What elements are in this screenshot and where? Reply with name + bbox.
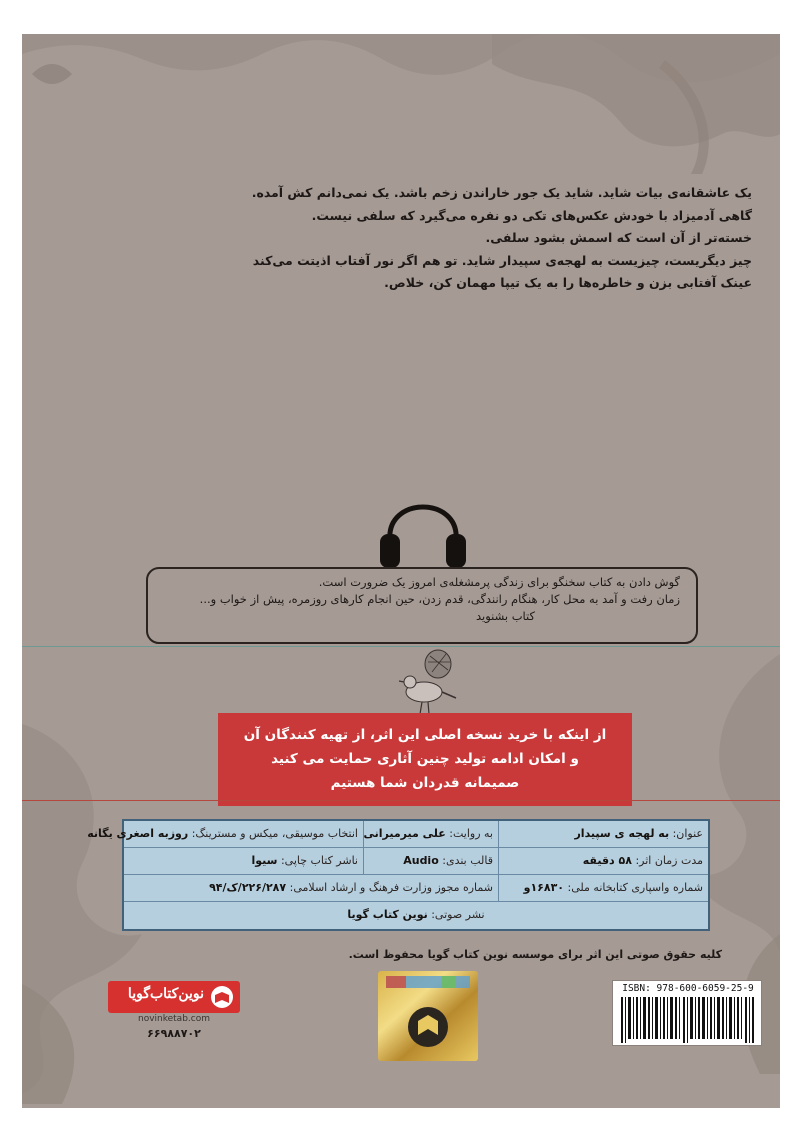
blurb-line: عینک آفتابی بزن و خاطره‌ها را به یک تیپا مهمان کن، خلاص. [384, 275, 752, 290]
info-cell-permit [124, 875, 498, 901]
hologram-seal-icon [378, 971, 478, 1061]
duration-label: مدت زمان اثر: [635, 854, 703, 867]
bird-icon [398, 648, 468, 718]
narration-value: علی میرمیرانی [363, 827, 446, 840]
thanks-box [218, 713, 632, 806]
listen-box [146, 567, 698, 644]
publisher-logo [108, 981, 240, 1045]
isbn-text: ISBN: 978-600-6059-25-9 [622, 983, 754, 994]
info-row [124, 875, 708, 902]
logo-phone: ۶۶۹۸۸۷۰۲ [147, 1027, 201, 1040]
logo-url: novinketab.com [137, 1014, 210, 1024]
duration-value: ۵۸ دقیقه [582, 854, 632, 867]
ornament-top-icon [22, 34, 780, 174]
rights-notice: کلیه حقوق صوتی این اثر برای موسسه نوین کتاب گویا محفوظ است. [348, 948, 722, 961]
info-row [124, 848, 708, 875]
library-value: ۱۶۸۳۰و [523, 881, 565, 894]
headphones-icon [378, 478, 468, 570]
barcode-bars-icon [621, 997, 755, 1043]
info-cell-duration [498, 848, 708, 874]
format-value: Audio [403, 854, 439, 867]
print-publisher-value: سیوا [251, 854, 278, 867]
blurb-text [192, 182, 752, 295]
book-headphones-icon [209, 985, 235, 1009]
divider-green [22, 646, 780, 647]
info-cell-library [498, 875, 708, 901]
music-label: انتخاب موسیقی، میکس و مسترینگ: [191, 827, 358, 840]
permit-value: ۲۲۶/۲۸۷/ک/۹۴ [209, 881, 287, 894]
listen-line: گوش دادن به کتاب سخنگو برای زندگی پرمشغله‌ی امروز یک ضرورت است. [318, 575, 680, 589]
info-cell-title [498, 821, 708, 847]
back-cover [22, 34, 780, 1108]
info-cell-narration [363, 821, 498, 847]
info-cell-print-publisher [124, 848, 363, 874]
info-cell-format [363, 848, 498, 874]
title-value: به لهجه ی سپیدار [574, 827, 670, 840]
info-cell-audio-publisher [124, 902, 708, 928]
blurb-line: چیز دیگریست، چیزیست به لهجه‌ی سپیدار شاید. تو هم اگر نور آفتاب اذیتت می‌کند [252, 252, 752, 268]
music-value: روزبه اصغری یگانه [87, 827, 189, 840]
listen-line: کتاب بشنوید [475, 609, 535, 623]
library-label: شماره واسپاری کتابخانه ملی: [567, 881, 703, 894]
logo-banner [108, 981, 240, 1013]
blurb-line: یک عاشقانه‌ی بیات شاید. شاید یک جور خاراندن زخم باشد. یک نمی‌دانم کش آمده. [251, 185, 752, 200]
narration-label: به روایت: [449, 827, 493, 840]
info-table [87, 819, 710, 931]
thanks-line: صمیمانه قدردان شما هستیم [330, 775, 520, 791]
permit-label: شماره مجوز وزارت فرهنگ و ارشاد اسلامی: [289, 881, 493, 894]
blurb-line: خسته‌تر از آن است که اسمش بشود سلفی. [485, 230, 752, 245]
listen-line: زمان رفت و آمد به محل کار، هنگام رانندگی، قدم زدن، حین انجام کارهای روزمره، پیش از خواب و... [199, 592, 680, 606]
info-row [87, 821, 708, 848]
thanks-line: و امکان ادامه تولید چنین آثاری حمایت می کنید [271, 751, 579, 767]
blurb-line: گاهی آدمیزاد با خودش عکس‌های تکی دو نفره می‌گیرد که سلفی نیست. [311, 207, 752, 223]
info-row [124, 902, 708, 929]
print-publisher-label: ناشر کتاب چاپی: [280, 854, 358, 867]
info-cell-music [87, 821, 363, 847]
barcode [612, 980, 762, 1046]
audio-publisher-label: نشر صوتی: [431, 908, 485, 921]
thanks-line: از اینکه با خرید نسخه اصلی این اثر، از تهیه کنندگان آن [243, 727, 607, 743]
logo-title: نوین‌کتاب‌گویا [127, 986, 204, 1002]
divider-red [22, 800, 780, 801]
audio-publisher-value: نوین کتاب گویا [347, 908, 428, 921]
format-label: قالب بندی: [442, 854, 493, 867]
title-label: عنوان: [672, 827, 703, 840]
